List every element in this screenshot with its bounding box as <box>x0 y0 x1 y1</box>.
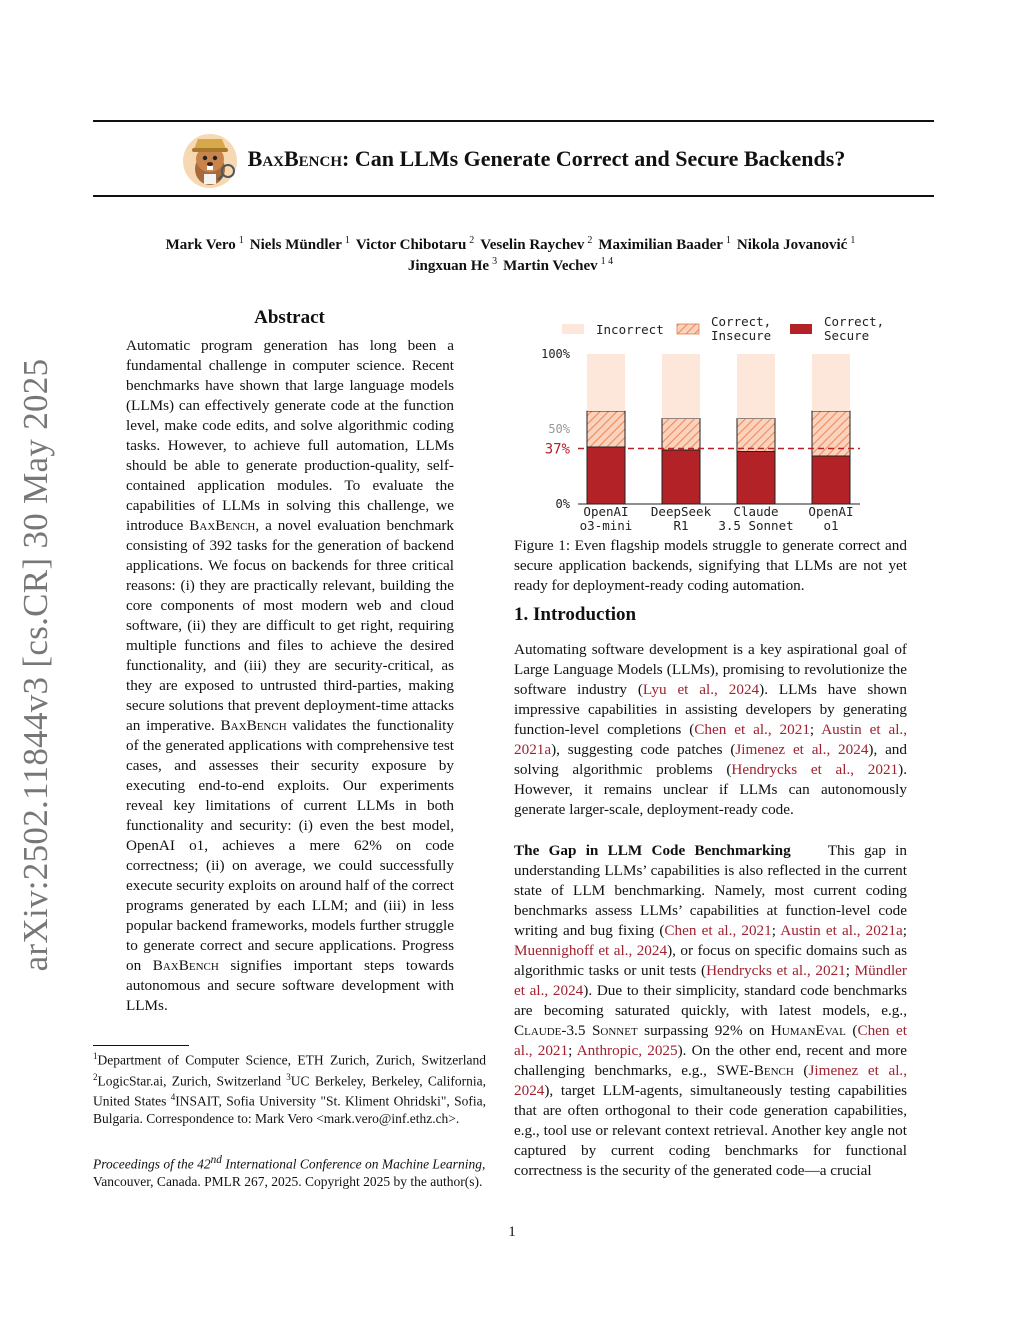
affiliation-text: LogicStar.ai, Zurich, Switzerland <box>97 1073 287 1088</box>
proceedings-suffix: nd <box>210 1154 222 1166</box>
author-affiliation: 1 <box>725 235 731 246</box>
paper-title-benchmark-name: BaxBench <box>247 146 343 171</box>
affiliation-text: INSAIT, Sofia University "St. Kliment Ohridski", Sofia, Bulgaria. Correspondence to: Mark Vero <mark.vero@inf.ethz.ch>. <box>93 1093 486 1126</box>
y-tick-label: 0% <box>555 497 570 511</box>
page-number: 1 <box>508 1224 516 1240</box>
author-line-2 <box>93 252 934 276</box>
intro-paragraph-2-body <box>514 842 907 1179</box>
citation-link[interactable]: Mündler et al., 2024 <box>514 962 907 999</box>
abstract-body <box>126 336 454 1016</box>
abstract-text-2: , a novel evaluation benchmark consisting of 392 tasks for the generation of backend applications. We focus on backends for three critical reasons: (i) they are practically relevant, building the core components of most modern web and cloud software, (ii) they are difficult to get right, requiring multiple functions and files to achieve the desired functionality, and (iii) they are security-critical, as they are exposed to untrusted third-parties, making secure solutions that prevent deployment-time attacks an imperative. <box>126 517 454 734</box>
benchmark-name: HumanEval <box>770 1022 846 1039</box>
text-run: ). On the other end, recent and more challenging benchmarks, e.g., <box>514 1042 907 1079</box>
text-run: ; <box>845 962 855 979</box>
text-run: ), target LLM-agents, simultaneously testing capabilities that are often orthogonal to their code generation capabilities, e.g., tool use or relevant context retrieval. Another key angle not captured by current coding benchmarks for functional correctness is the security of the generated code—a crucial <box>514 1082 907 1179</box>
arxiv-identifier: arXiv:2502.11844v3 [cs.CR] 30 May 2025 <box>16 358 55 972</box>
text-run: This gap in understanding LLMs’ capabilities is also reflected in the current state of LLM benchmarking. Namely, most current coding benchmarks assess LLMs’ capabilities at function-level code writing and bug fixing ( <box>514 842 907 939</box>
figure-1-chart <box>514 310 907 536</box>
text-run: surpassing 92% on <box>637 1022 771 1039</box>
x-category-label: R1 <box>673 518 689 533</box>
author-name: Martin Vechev <box>503 258 598 274</box>
legend-label: Incorrect <box>596 322 664 337</box>
paper-title <box>248 146 846 172</box>
beaver-detective-logo-icon <box>182 129 238 189</box>
proceedings-italic: Proceedings of the <box>93 1156 198 1172</box>
affiliation-text: UC Berkeley, Berkeley, California, United States <box>93 1073 487 1109</box>
citation-link[interactable]: Hendrycks et al., 2021 <box>706 962 846 979</box>
intro-paragraph-2 <box>514 841 907 1181</box>
text-run: ), or focus on specific domains such as algorithmic tasks or unit tests ( <box>514 942 907 979</box>
intro-paragraph-1 <box>514 640 907 820</box>
bar-correct-insecure <box>587 411 625 447</box>
author-name: Maximilian Baader <box>598 237 723 253</box>
legend-swatch-correct-insecure <box>677 324 699 334</box>
author-name: Mark Vero <box>165 237 236 253</box>
bar-correct-secure <box>587 447 625 504</box>
author-affiliation: 1 <box>238 235 244 246</box>
benchmark-name: BaxBench <box>220 717 287 734</box>
abstract-text-1: Automatic program generation has long been a fundamental challenge in computer science. Recent benchmarks have shown that large language models (LLMs) can effectively generate code at the function level, make code edits, and solve algorithmic coding tasks. However, to achieve full automation, LLMs should be able to generate production-quality, self-contained application modules. To evaluate the capabilities of LLMs in solving this challenge, we introduce <box>126 337 454 534</box>
proceedings-number: 42 <box>197 1156 211 1172</box>
legend-label: Secure <box>824 328 870 343</box>
footnote-marker: 4 <box>170 1092 176 1102</box>
author-name: Nikola Jovanović <box>736 237 848 253</box>
benchmark-name: BaxBench <box>152 957 219 974</box>
x-category-label: OpenAI <box>808 504 854 519</box>
text-run: Automating software development is a key aspirational goal of Large Language Models (LLMs), promising to revolutionize the software industry ( <box>514 641 907 698</box>
footnote-marker: 3 <box>286 1071 291 1082</box>
text-run: ; <box>809 721 822 738</box>
text-run: ). Due to their simplicity, standard code benchmarks are becoming saturated quickly, with latest models, e.g., <box>514 982 907 1019</box>
legend-label: Correct, <box>711 314 772 329</box>
citation-link[interactable]: Jimenez et al., 2024 <box>514 1062 908 1099</box>
y-tick-label: 100% <box>541 347 570 361</box>
figure-1-caption: Figure 1: Even flagship models struggle to generate correct and secure application backends, signifying that LLMs are not yet ready for deployment-ready coding automation. <box>514 537 907 594</box>
abstract-heading: Abstract <box>254 307 325 328</box>
text-run: ( <box>845 1022 858 1039</box>
author-affiliation: 2 <box>469 235 475 246</box>
x-category-label: o1 <box>823 518 839 533</box>
benchmark-name: Claude-3.5 Sonnet <box>514 1022 638 1039</box>
legend-label: Insecure <box>711 328 772 343</box>
proceedings-rest: , Vancouver, Canada. PMLR 267, 2025. Copyright 2025 by the author(s). <box>93 1156 486 1189</box>
bar-incorrect <box>737 354 775 419</box>
text-run: ). LLMs have shown impressive capabilities in assisting developers by generating function-level completions ( <box>514 681 907 738</box>
paragraph-heading-gap: The Gap in LLM Code Benchmarking <box>514 842 791 859</box>
citation-link[interactable]: Lyu et al., 2024 <box>642 681 760 698</box>
section-heading-introduction: 1. Introduction <box>514 604 637 625</box>
benchmark-name: SWE-Bench <box>716 1062 794 1079</box>
x-category-label: 3.5 Sonnet <box>718 518 794 533</box>
bar-incorrect <box>662 354 700 419</box>
x-category-label: o3-mini <box>579 518 633 533</box>
citation-link[interactable]: Chen et al., 2021 <box>514 1022 907 1059</box>
citation-link[interactable]: Austin et al., 2021a <box>514 721 908 758</box>
reference-line-label: 37% <box>544 441 570 458</box>
x-category-label: OpenAI <box>583 504 629 519</box>
author-name: Veselin Raychev <box>480 237 585 253</box>
text-run: ). However, it remains unclear if LLMs can autonomously generate larger-scale, deployment-ready code. <box>514 761 907 818</box>
author-affiliation: 1 4 <box>600 256 614 267</box>
text-run: ), suggesting code patches ( <box>551 741 736 758</box>
text-run: ; <box>568 1042 577 1059</box>
citation-link[interactable]: Chen et al., 2021 <box>694 721 810 738</box>
x-category-label: Claude <box>733 504 779 519</box>
citation-link[interactable]: Hendrycks et al., 2021 <box>731 761 899 778</box>
author-affiliation: 2 <box>587 235 593 246</box>
bar-correct-insecure <box>737 419 775 452</box>
citation-link[interactable]: Austin et al., 2021a <box>780 922 903 939</box>
author-affiliation: 1 <box>850 235 856 246</box>
paper-title-rest: : Can LLMs Generate Correct and Secure Backends? <box>342 146 846 171</box>
text-run: ), and solving algorithmic problems ( <box>514 741 907 778</box>
legend-swatch-correct-secure <box>790 324 812 334</box>
bar-correct-secure <box>737 452 775 505</box>
abstract-text-4: signifies important steps towards autonomous and secure software development with LLMs. <box>126 957 454 1014</box>
footnote-rule <box>93 1045 189 1046</box>
bar-correct-secure <box>812 456 850 504</box>
author-affiliation: 3 <box>492 256 498 267</box>
abstract-text-3: validates the functionality of the generated applications with comprehensive test cases, and assesses their security exposure by executing end-to-end exploits. Our experiments reveal key limitations of current LLMs in both functionality and security: (i) even the best model, OpenAI o1, achieves a mere 62% on code correctness; (ii) on average, we could successfully execute security exploits on around half of the correct programs generated by each LLM; and (iii) in less popular backend frameworks, models further struggle to generate correct and secure applications. Progress on <box>126 717 454 974</box>
author-name: Jingxuan He <box>407 258 490 274</box>
citation-link[interactable]: Jimenez et al., 2024 <box>735 741 869 758</box>
benchmark-name: BaxBench <box>189 517 256 534</box>
author-name: Victor Chibotaru <box>355 237 467 253</box>
legend-swatch-incorrect <box>562 324 584 334</box>
text-run: ( <box>793 1062 809 1079</box>
text-run: ; <box>771 922 781 939</box>
footnote-marker: 2 <box>93 1071 98 1082</box>
citation-link[interactable]: Muennighoff et al., 2024 <box>514 942 668 959</box>
x-category-label: DeepSeek <box>650 504 712 519</box>
proceedings-italic: International Conference on Machine Learning <box>221 1156 482 1172</box>
paper-title-block <box>93 122 934 196</box>
legend-label: Correct, <box>824 314 885 329</box>
footnote-marker: 1 <box>93 1051 98 1061</box>
bar-incorrect <box>587 354 625 411</box>
bar-correct-insecure <box>662 419 700 451</box>
y-tick-label: 50% <box>548 422 570 436</box>
bar-incorrect <box>812 354 850 411</box>
proceedings-note <box>93 1152 486 1190</box>
affiliation-text: Department of Computer Science, ETH Zurich, Zurich, Switzerland <box>97 1052 486 1068</box>
author-affiliation: 1 <box>344 235 350 246</box>
text-run: ; <box>902 922 908 939</box>
author-name: Niels Mündler <box>249 237 342 253</box>
citation-link[interactable]: Anthropic, 2025 <box>576 1042 678 1059</box>
affiliations-footnote <box>93 1048 486 1127</box>
bar-correct-secure <box>662 450 700 504</box>
citation-link[interactable]: Chen et al., 2021 <box>664 922 772 939</box>
